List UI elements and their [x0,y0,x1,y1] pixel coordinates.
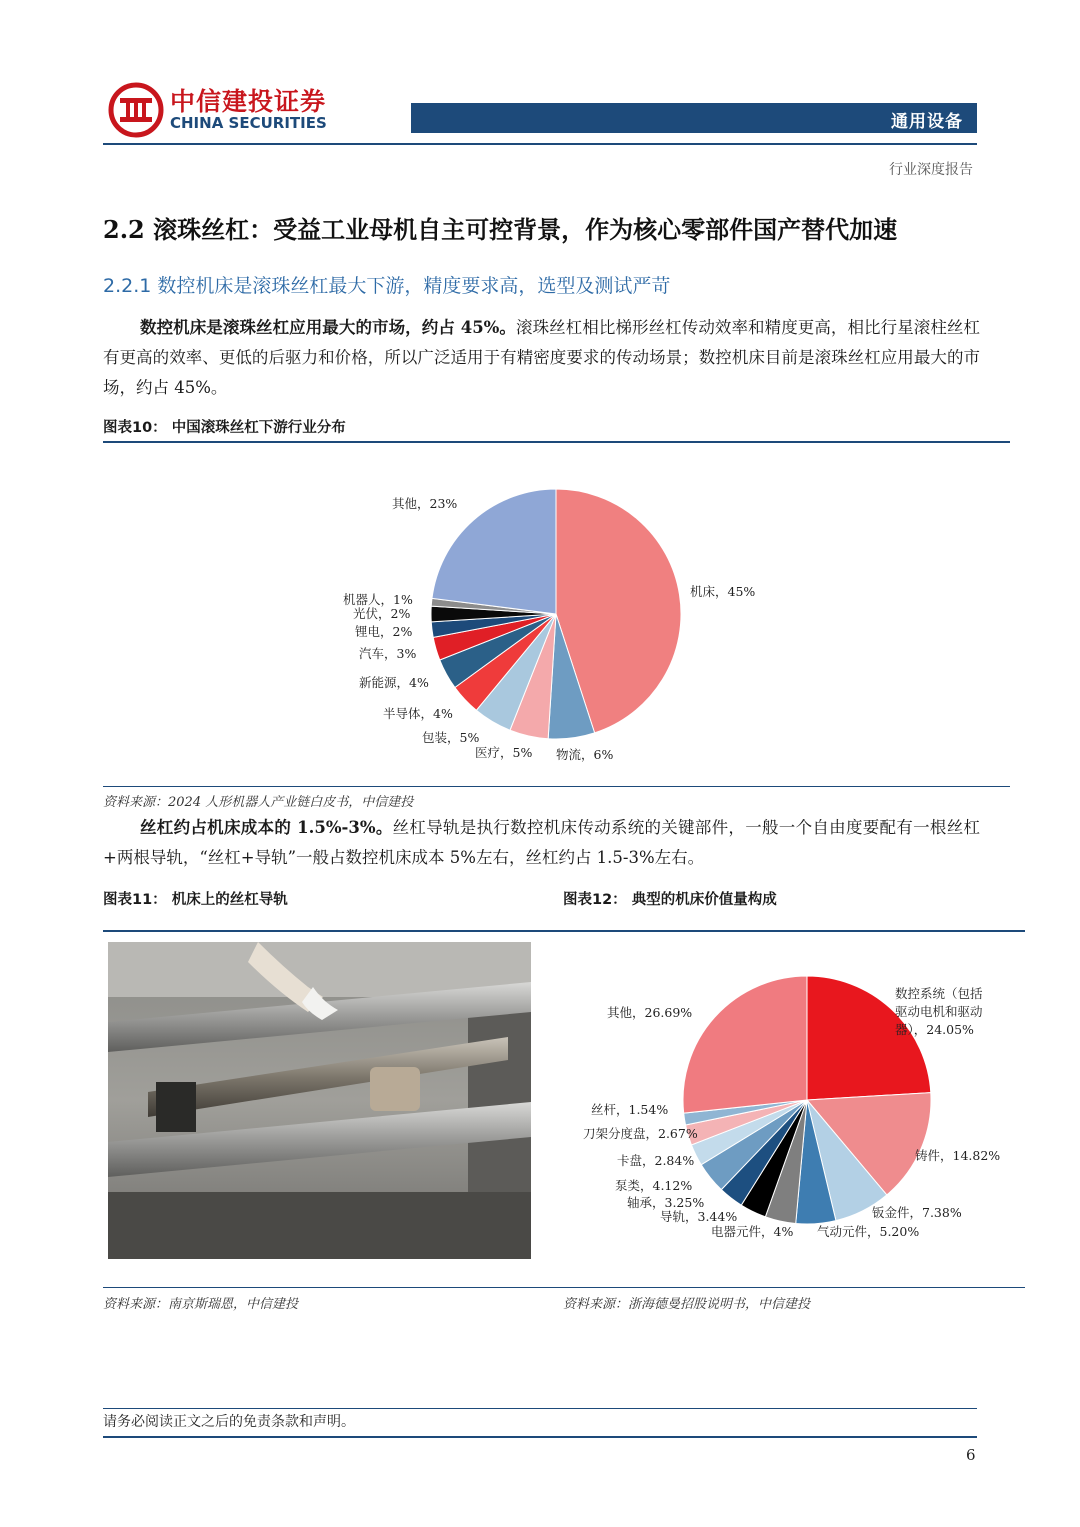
pie12-label-pump: 泵类，4.12% [615,1178,693,1193]
paragraph-1-body: 滚珠丝杠相比梯形丝杠传动效率和精度更高，相比行星滚柱丝杠有更高的效率、更低的后驱力和价格，所以广泛适用于有精密度要求的传动场景；数控机床目前是滚珠丝杠应用最大的市场，约占 45%。 [103,318,981,397]
sector-banner [411,103,977,133]
figure-12-title: 图表12： 典型的机床价值量构成 [563,892,777,908]
pie12-label-chuck: 卡盘，2.84% [617,1153,695,1168]
paragraph-1 [103,313,980,403]
logo [108,80,348,140]
figure-10-pie-chart [300,470,800,780]
figure-12-pie-chart [565,950,1025,1250]
pie10-label-pv: 光伏，2% [353,606,411,621]
pie12-label-guide-rail: 导轨，3.44% [660,1209,738,1224]
pie12-label-pneumatic: 气动元件，5.20% [817,1224,920,1239]
figure-10-bottom-rule [103,786,1010,787]
pie12-label-bearing: 轴承，3.25% [627,1195,705,1210]
pie10-label-medical: 医疗，5% [475,745,533,760]
pie10-label-new-energy: 新能源，4% [359,675,429,690]
pie12-label-lead-screw: 丝杆，1.54% [591,1102,669,1117]
logo-emblem-icon [108,82,164,138]
paragraph-1-lead: 数控机床是滚珠丝杠应用最大的市场，约占 45%。 [140,318,517,337]
page-number: 6 [966,1446,976,1464]
section-heading: 2.2 滚珠丝杠：受益工业母机自主可控背景，作为核心零部件国产替代加速 [103,215,898,244]
figure-11-12-bottom-rule [103,1287,1025,1288]
logo-en-text: CHINA SECURITIES [170,114,327,132]
pie10-label-packaging: 包装，5% [422,730,480,745]
pie10-label-lithium: 锂电，2% [355,624,413,639]
pie12-label-turret: 刀架分度盘，2.67% [583,1126,698,1141]
figure-10-source: 资料来源：2024 人形机器人产业链白皮书，中信建投 [103,795,414,810]
footer-bottom-rule [103,1436,977,1438]
paragraph-2-lead: 丝杠约占机床成本的 1.5%-3%。 [140,818,393,837]
subsection-heading: 2.2.1 数控机床是滚珠丝杠最大下游，精度要求高，选型及测试严苛 [103,275,671,297]
pie12-label-cnc-system: 数控系统（包括驱动电机和驱动器），24.05% [895,986,983,1037]
header-rule [103,143,977,145]
footer-disclaimer: 请务必阅读正文之后的免责条款和声明。 [103,1414,355,1430]
pie12-label-sheet-metal: 钣金件，7.38% [872,1205,962,1220]
figure-11-source: 资料来源：南京斯瑞恩，中信建投 [103,1297,299,1312]
pie10-label-semiconductor: 半导体，4% [383,706,453,721]
pie12-slice-11 [683,976,807,1113]
footer-top-rule [103,1408,977,1409]
figure-10-title: 图表10： 中国滚珠丝杠下游行业分布 [103,420,346,436]
figure-11-12-top-rule [103,930,1025,932]
pie10-label-machine-tool: 机床，45% [690,584,756,599]
sector-label: 通用设备 [891,112,963,132]
logo-cn-text: 中信建投证券 [170,87,327,116]
ball-screw-photo [108,942,531,1259]
figure-11-title: 图表11： 机床上的丝杠导轨 [103,892,288,908]
paragraph-2-body: 丝杠导轨是执行数控机床传动系统的关键部件，一般一个自由度要配有一根丝杠+两根导轨，“丝杠+导轨”一般占数控机床成本 5%左右，丝杠约占 1.5-3%左右。 [103,818,980,867]
pie12-label-casting: 铸件，14.82% [915,1148,1001,1163]
pie10-label-robot: 机器人，1% [343,592,413,607]
figure-12-source: 资料来源：浙海德曼招股说明书，中信建投 [563,1297,811,1312]
pie10-label-other: 其他，23% [392,496,458,511]
report-type: 行业深度报告 [889,162,973,178]
pie12-label-electrical: 电器元件，4% [711,1224,794,1239]
figure-10-top-rule [103,441,1010,443]
pie12-label-other: 其他，26.69% [607,1005,693,1020]
pie10-label-auto: 汽车，3% [359,646,417,661]
paragraph-2 [103,813,980,873]
pie10-label-logistics: 物流，6% [556,747,614,762]
